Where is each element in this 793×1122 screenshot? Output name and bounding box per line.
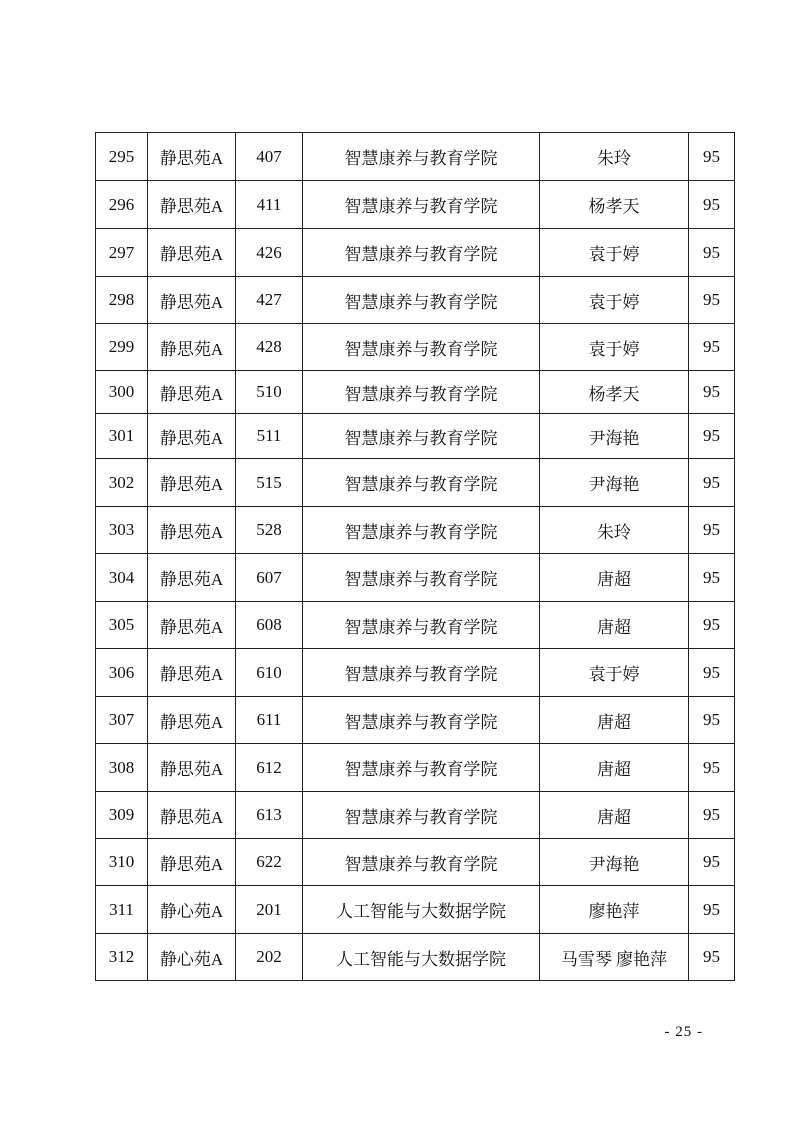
room-number-cell: 407 bbox=[236, 133, 303, 181]
responsible-person-cell: 袁于婷 bbox=[540, 649, 689, 697]
college-cell: 智慧康养与教育学院 bbox=[303, 839, 540, 886]
building-cell: 静心苑A bbox=[148, 934, 236, 981]
score-cell: 95 bbox=[689, 414, 735, 459]
room-number-cell: 528 bbox=[236, 507, 303, 554]
responsible-person-cell: 袁于婷 bbox=[540, 229, 689, 277]
building-cell: 静思苑A bbox=[148, 277, 236, 324]
building-cell: 静思苑A bbox=[148, 133, 236, 181]
building-cell: 静思苑A bbox=[148, 507, 236, 554]
table-row bbox=[96, 554, 735, 602]
score-cell: 95 bbox=[689, 133, 735, 181]
building-cell: 静思苑A bbox=[148, 839, 236, 886]
row-number-cell: 306 bbox=[96, 649, 148, 697]
college-cell: 智慧康养与教育学院 bbox=[303, 414, 540, 459]
row-number-cell: 302 bbox=[96, 459, 148, 507]
row-number-cell: 309 bbox=[96, 792, 148, 839]
college-cell: 智慧康养与教育学院 bbox=[303, 133, 540, 181]
college-cell: 人工智能与大数据学院 bbox=[303, 886, 540, 934]
building-cell: 静思苑A bbox=[148, 649, 236, 697]
score-cell: 95 bbox=[689, 649, 735, 697]
college-cell: 智慧康养与教育学院 bbox=[303, 697, 540, 744]
responsible-person-cell: 马雪琴 廖艳萍 bbox=[540, 934, 689, 981]
score-cell: 95 bbox=[689, 459, 735, 507]
table-row bbox=[96, 229, 735, 277]
responsible-person-cell: 朱玲 bbox=[540, 507, 689, 554]
responsible-person-cell: 唐超 bbox=[540, 744, 689, 792]
responsible-person-cell: 尹海艳 bbox=[540, 414, 689, 459]
room-number-cell: 622 bbox=[236, 839, 303, 886]
room-number-cell: 608 bbox=[236, 602, 303, 649]
college-cell: 人工智能与大数据学院 bbox=[303, 934, 540, 981]
row-number-cell: 297 bbox=[96, 229, 148, 277]
row-number-cell: 310 bbox=[96, 839, 148, 886]
row-number-cell: 305 bbox=[96, 602, 148, 649]
table-body bbox=[96, 133, 735, 981]
building-cell: 静思苑A bbox=[148, 414, 236, 459]
room-number-cell: 411 bbox=[236, 181, 303, 229]
college-cell: 智慧康养与教育学院 bbox=[303, 649, 540, 697]
dormitory-score-table bbox=[95, 132, 735, 981]
table-row bbox=[96, 744, 735, 792]
room-number-cell: 510 bbox=[236, 371, 303, 414]
room-number-cell: 428 bbox=[236, 324, 303, 371]
college-cell: 智慧康养与教育学院 bbox=[303, 181, 540, 229]
college-cell: 智慧康养与教育学院 bbox=[303, 229, 540, 277]
room-number-cell: 511 bbox=[236, 414, 303, 459]
college-cell: 智慧康养与教育学院 bbox=[303, 507, 540, 554]
responsible-person-cell: 杨孝天 bbox=[540, 371, 689, 414]
row-number-cell: 312 bbox=[96, 934, 148, 981]
building-cell: 静思苑A bbox=[148, 324, 236, 371]
building-cell: 静思苑A bbox=[148, 697, 236, 744]
score-cell: 95 bbox=[689, 697, 735, 744]
room-number-cell: 515 bbox=[236, 459, 303, 507]
college-cell: 智慧康养与教育学院 bbox=[303, 792, 540, 839]
table-row bbox=[96, 324, 735, 371]
table-row bbox=[96, 934, 735, 981]
room-number-cell: 610 bbox=[236, 649, 303, 697]
college-cell: 智慧康养与教育学院 bbox=[303, 324, 540, 371]
responsible-person-cell: 尹海艳 bbox=[540, 839, 689, 886]
table-row bbox=[96, 602, 735, 649]
building-cell: 静思苑A bbox=[148, 229, 236, 277]
college-cell: 智慧康养与教育学院 bbox=[303, 459, 540, 507]
college-cell: 智慧康养与教育学院 bbox=[303, 554, 540, 602]
row-number-cell: 298 bbox=[96, 277, 148, 324]
table-row bbox=[96, 697, 735, 744]
building-cell: 静思苑A bbox=[148, 371, 236, 414]
table-row bbox=[96, 181, 735, 229]
score-cell: 95 bbox=[689, 792, 735, 839]
table-row bbox=[96, 133, 735, 181]
responsible-person-cell: 尹海艳 bbox=[540, 459, 689, 507]
room-number-cell: 611 bbox=[236, 697, 303, 744]
responsible-person-cell: 袁于婷 bbox=[540, 277, 689, 324]
row-number-cell: 296 bbox=[96, 181, 148, 229]
score-cell: 95 bbox=[689, 554, 735, 602]
college-cell: 智慧康养与教育学院 bbox=[303, 371, 540, 414]
row-number-cell: 295 bbox=[96, 133, 148, 181]
room-number-cell: 607 bbox=[236, 554, 303, 602]
table-row bbox=[96, 792, 735, 839]
building-cell: 静思苑A bbox=[148, 792, 236, 839]
row-number-cell: 304 bbox=[96, 554, 148, 602]
score-cell: 95 bbox=[689, 181, 735, 229]
score-cell: 95 bbox=[689, 934, 735, 981]
table-row bbox=[96, 371, 735, 414]
college-cell: 智慧康养与教育学院 bbox=[303, 602, 540, 649]
score-cell: 95 bbox=[689, 371, 735, 414]
score-cell: 95 bbox=[689, 886, 735, 934]
table-row bbox=[96, 277, 735, 324]
room-number-cell: 427 bbox=[236, 277, 303, 324]
responsible-person-cell: 廖艳萍 bbox=[540, 886, 689, 934]
score-cell: 95 bbox=[689, 602, 735, 649]
responsible-person-cell: 唐超 bbox=[540, 602, 689, 649]
building-cell: 静思苑A bbox=[148, 602, 236, 649]
row-number-cell: 299 bbox=[96, 324, 148, 371]
building-cell: 静思苑A bbox=[148, 554, 236, 602]
table-row bbox=[96, 839, 735, 886]
table-row bbox=[96, 649, 735, 697]
responsible-person-cell: 袁于婷 bbox=[540, 324, 689, 371]
table-row bbox=[96, 507, 735, 554]
responsible-person-cell: 杨孝天 bbox=[540, 181, 689, 229]
building-cell: 静心苑A bbox=[148, 886, 236, 934]
responsible-person-cell: 朱玲 bbox=[540, 133, 689, 181]
room-number-cell: 613 bbox=[236, 792, 303, 839]
room-number-cell: 201 bbox=[236, 886, 303, 934]
score-cell: 95 bbox=[689, 507, 735, 554]
row-number-cell: 301 bbox=[96, 414, 148, 459]
table-row bbox=[96, 414, 735, 459]
score-cell: 95 bbox=[689, 229, 735, 277]
page-number: - 25 - bbox=[664, 1024, 703, 1040]
row-number-cell: 300 bbox=[96, 371, 148, 414]
responsible-person-cell: 唐超 bbox=[540, 554, 689, 602]
responsible-person-cell: 唐超 bbox=[540, 792, 689, 839]
row-number-cell: 311 bbox=[96, 886, 148, 934]
table-row bbox=[96, 886, 735, 934]
building-cell: 静思苑A bbox=[148, 459, 236, 507]
room-number-cell: 202 bbox=[236, 934, 303, 981]
row-number-cell: 307 bbox=[96, 697, 148, 744]
score-cell: 95 bbox=[689, 277, 735, 324]
responsible-person-cell: 唐超 bbox=[540, 697, 689, 744]
score-cell: 95 bbox=[689, 324, 735, 371]
score-cell: 95 bbox=[689, 839, 735, 886]
college-cell: 智慧康养与教育学院 bbox=[303, 277, 540, 324]
row-number-cell: 303 bbox=[96, 507, 148, 554]
table-row bbox=[96, 459, 735, 507]
college-cell: 智慧康养与教育学院 bbox=[303, 744, 540, 792]
room-number-cell: 426 bbox=[236, 229, 303, 277]
building-cell: 静思苑A bbox=[148, 744, 236, 792]
score-cell: 95 bbox=[689, 744, 735, 792]
row-number-cell: 308 bbox=[96, 744, 148, 792]
building-cell: 静思苑A bbox=[148, 181, 236, 229]
room-number-cell: 612 bbox=[236, 744, 303, 792]
